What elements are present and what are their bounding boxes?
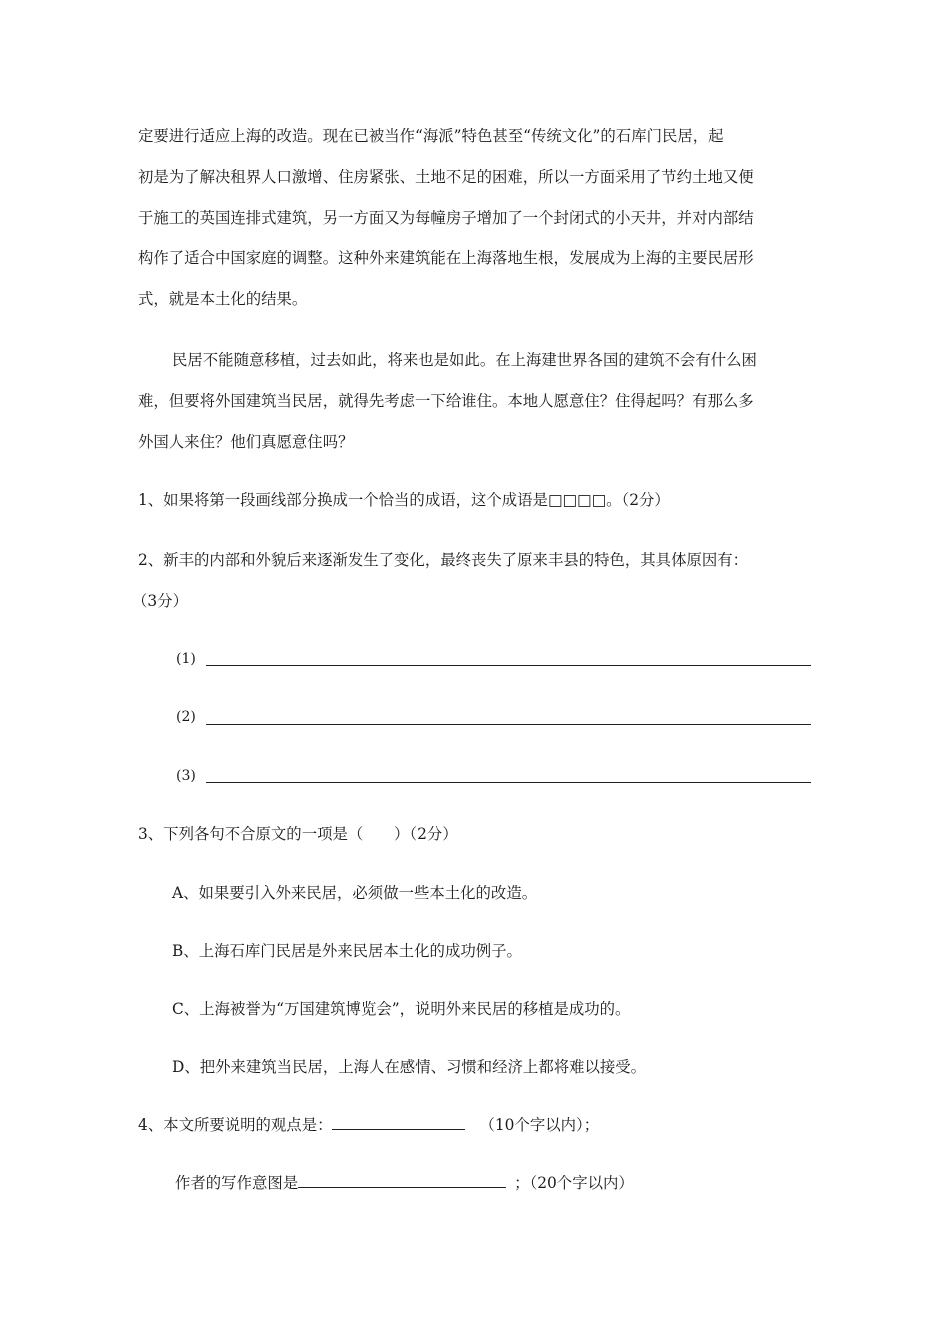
question-4 — [138, 1114, 599, 1136]
passage-line: 初是为了解决租界人口激增、住房紧张、土地不足的困难，所以一方面采用了节约土地又便 — [138, 168, 754, 186]
question-4b-prefix: 作者的写作意图是 — [175, 1174, 299, 1192]
question-1: 1、如果将第一段画线部分换成一个恰当的成语，这个成语是□□□□。（2分） — [138, 491, 670, 509]
question-3: 3、下列各句不合原文的一项是（ ）（2分） — [138, 825, 458, 843]
question-4-suffix: （10个字以内）； — [479, 1116, 600, 1134]
answer-label-1: (1) — [176, 651, 196, 667]
answer-label-3: (3) — [176, 768, 196, 784]
answer-line-3[interactable] — [206, 782, 811, 783]
answer-line-2[interactable] — [206, 724, 811, 725]
answer-label-2: (2) — [176, 709, 196, 725]
option-a: A、如果要引入外来民居，必须做一些本土化的改造。 — [172, 884, 538, 902]
option-c: C、上海被誉为“万国建筑博览会”，说明外来民居的移植是成功的。 — [172, 1000, 631, 1018]
question-4b — [175, 1172, 634, 1194]
passage-line: 民居不能随意移植，过去如此，将来也是如此。在上海建世界各国的建筑不会有什么困 — [172, 351, 757, 369]
passage-line: 难，但要将外国建筑当民居，就得先考虑一下给谁住。本地人愿意住？住得起吗？有那么多 — [138, 392, 754, 410]
answer-blank-intent[interactable] — [298, 1173, 506, 1188]
question-2: 2、新丰的内部和外貌后来逐渐发生了变化，最终丧失了原来丰县的特色，其具体原因有： — [138, 551, 749, 569]
option-b: B、上海石库门民居是外来民居本土化的成功例子。 — [172, 942, 522, 960]
passage-line: 外国人来住？他们真愿意住吗？ — [138, 433, 354, 451]
question-4b-suffix: ；（20个字以内） — [514, 1174, 634, 1192]
passage-line: 定要进行适应上海的改造。现在已被当作“海派”特色甚至“传统文化”的石库门民居，起 — [138, 127, 724, 145]
passage-line: 式，就是本土化的结果。 — [138, 290, 308, 308]
question-2-score: （3分） — [132, 592, 188, 610]
question-4-prefix: 4、本文所要说明的观点是： — [138, 1116, 333, 1134]
answer-blank-viewpoint[interactable] — [332, 1115, 465, 1130]
passage-line: 于施工的英国连排式建筑，另一方面又为每幢房子增加了一个封闭式的小天井，并对内部结 — [138, 209, 754, 227]
answer-line-1[interactable] — [206, 665, 811, 666]
passage-line: 构作了适合中国家庭的调整。这种外来建筑能在上海落地生根，发展成为上海的主要民居形 — [138, 249, 754, 267]
option-d: D、把外来建筑当民居，上海人在感情、习惯和经济上都将难以接受。 — [172, 1058, 647, 1076]
